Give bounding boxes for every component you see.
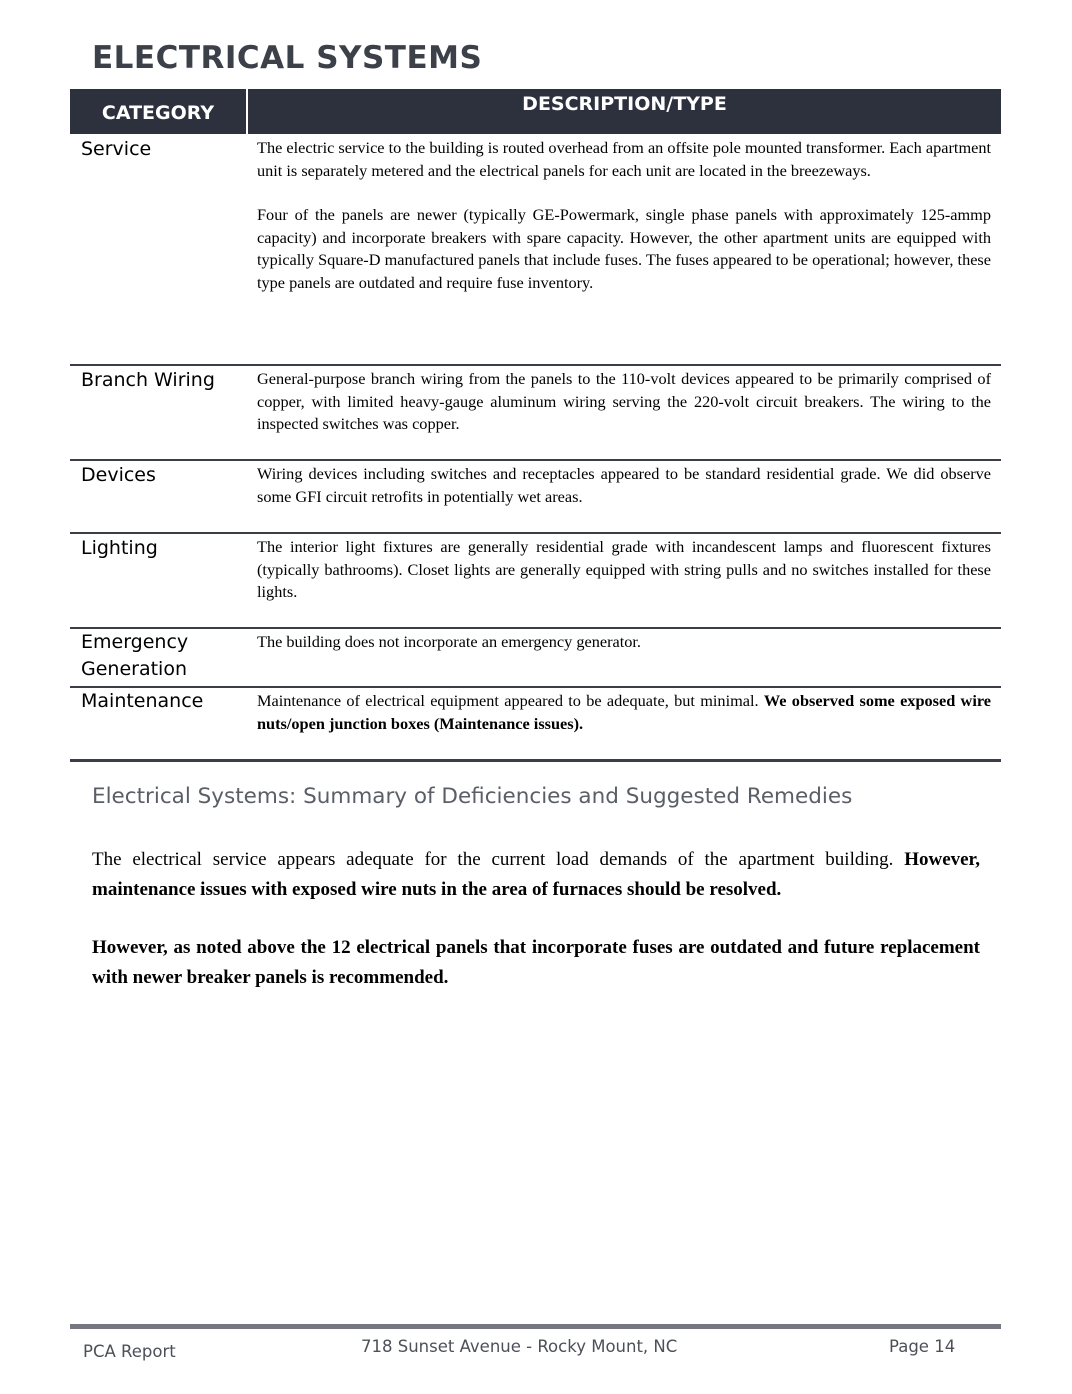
table-row: [70, 366, 1001, 461]
description-text: Maintenance of electrical equipment appeared to be adequate, but minimal.: [257, 691, 764, 710]
row-category: Branch Wiring: [81, 369, 215, 391]
footer-report-name: PCA Report: [83, 1342, 176, 1361]
table-row: [70, 688, 1001, 762]
summary-text: The electrical service appears adequate for the current load demands of the apartment building.: [92, 849, 905, 870]
table-row: [70, 629, 1001, 688]
row-category: Service: [81, 138, 152, 160]
table-header: [70, 89, 1001, 134]
summary-bold-text: However, as noted above the 12 electrical panels that incorporate fuses are outdated and future replacement with newer breaker panels is recommended.: [92, 937, 980, 988]
electrical-systems-table: [70, 89, 1001, 762]
row-description: [246, 134, 1001, 364]
description-paragraph: Four of the panels are newer (typically GE-Powermark, single phase panels with approximately 125-ammp capacity) and incorporate breakers with spare capacity. However, the other apartment units are equipped with typically Square-D manufactured panels that include fuses. The fuses appeared to be operational; however, these type panels are outdated and require fuse inventory.: [257, 205, 991, 292]
description-paragraph: The building does not incorporate an emergency generator.: [257, 632, 641, 651]
description-paragraph: General-purpose branch wiring from the panels to the 110-volt devices appeared to be primarily comprised of copper, with limited heavy-gauge aluminum wiring serving the 220-volt circuit breakers. The wiring to the inspected switches was copper.: [257, 369, 991, 433]
description-paragraph: The electric service to the building is routed overhead from an offsite pole mounted transformer. Each apartment unit is separately metered and the electrical panels for each unit are located in the breezeways.: [257, 138, 991, 180]
row-category: Devices: [81, 464, 156, 486]
row-description: [246, 629, 1001, 686]
row-description: [246, 461, 1001, 532]
row-category: Emergency Generation: [81, 631, 189, 680]
summary-paragraph: [92, 845, 980, 905]
description-paragraph: Wiring devices including switches and receptacles appeared to be standard residential grade. We did observe some GFI circuit retrofits in potentially wet areas.: [257, 464, 991, 506]
row-description: [246, 366, 1001, 459]
row-category: Lighting: [81, 537, 158, 559]
row-description: [246, 688, 1001, 759]
row-category: Maintenance: [81, 690, 204, 712]
table-row: [70, 134, 1001, 366]
description-paragraph: [257, 690, 991, 735]
description-paragraph: The interior light fixtures are generally residential grade with incandescent lamps and fluorescent fixtures (typically bathrooms). Closet lights are generally equipped with string pulls and no switches installed for these lights.: [257, 537, 991, 601]
header-category: CATEGORY: [70, 89, 246, 134]
description-bold-text: We observed some exposed wire nuts/open junction boxes (Maintenance issues).: [257, 691, 992, 733]
footer-address: 718 Sunset Avenue - Rocky Mount, NC: [361, 1337, 678, 1356]
footer-divider: [70, 1324, 1001, 1329]
footer-page-number: Page 14: [889, 1337, 956, 1356]
row-description: [246, 534, 1001, 627]
header-description: DESCRIPTION/TYPE: [246, 89, 1001, 134]
summary-body: [92, 845, 980, 993]
summary-paragraph: [92, 933, 980, 993]
table-row: [70, 461, 1001, 534]
summary-title: Electrical Systems: Summary of Deficiencies and Suggested Remedies: [92, 784, 853, 809]
summary-bold-text: However, maintenance issues with exposed wire nuts in the area of furnaces should be resolved.: [92, 849, 980, 900]
page-title: ELECTRICAL SYSTEMS: [92, 40, 483, 76]
table-row: [70, 534, 1001, 629]
